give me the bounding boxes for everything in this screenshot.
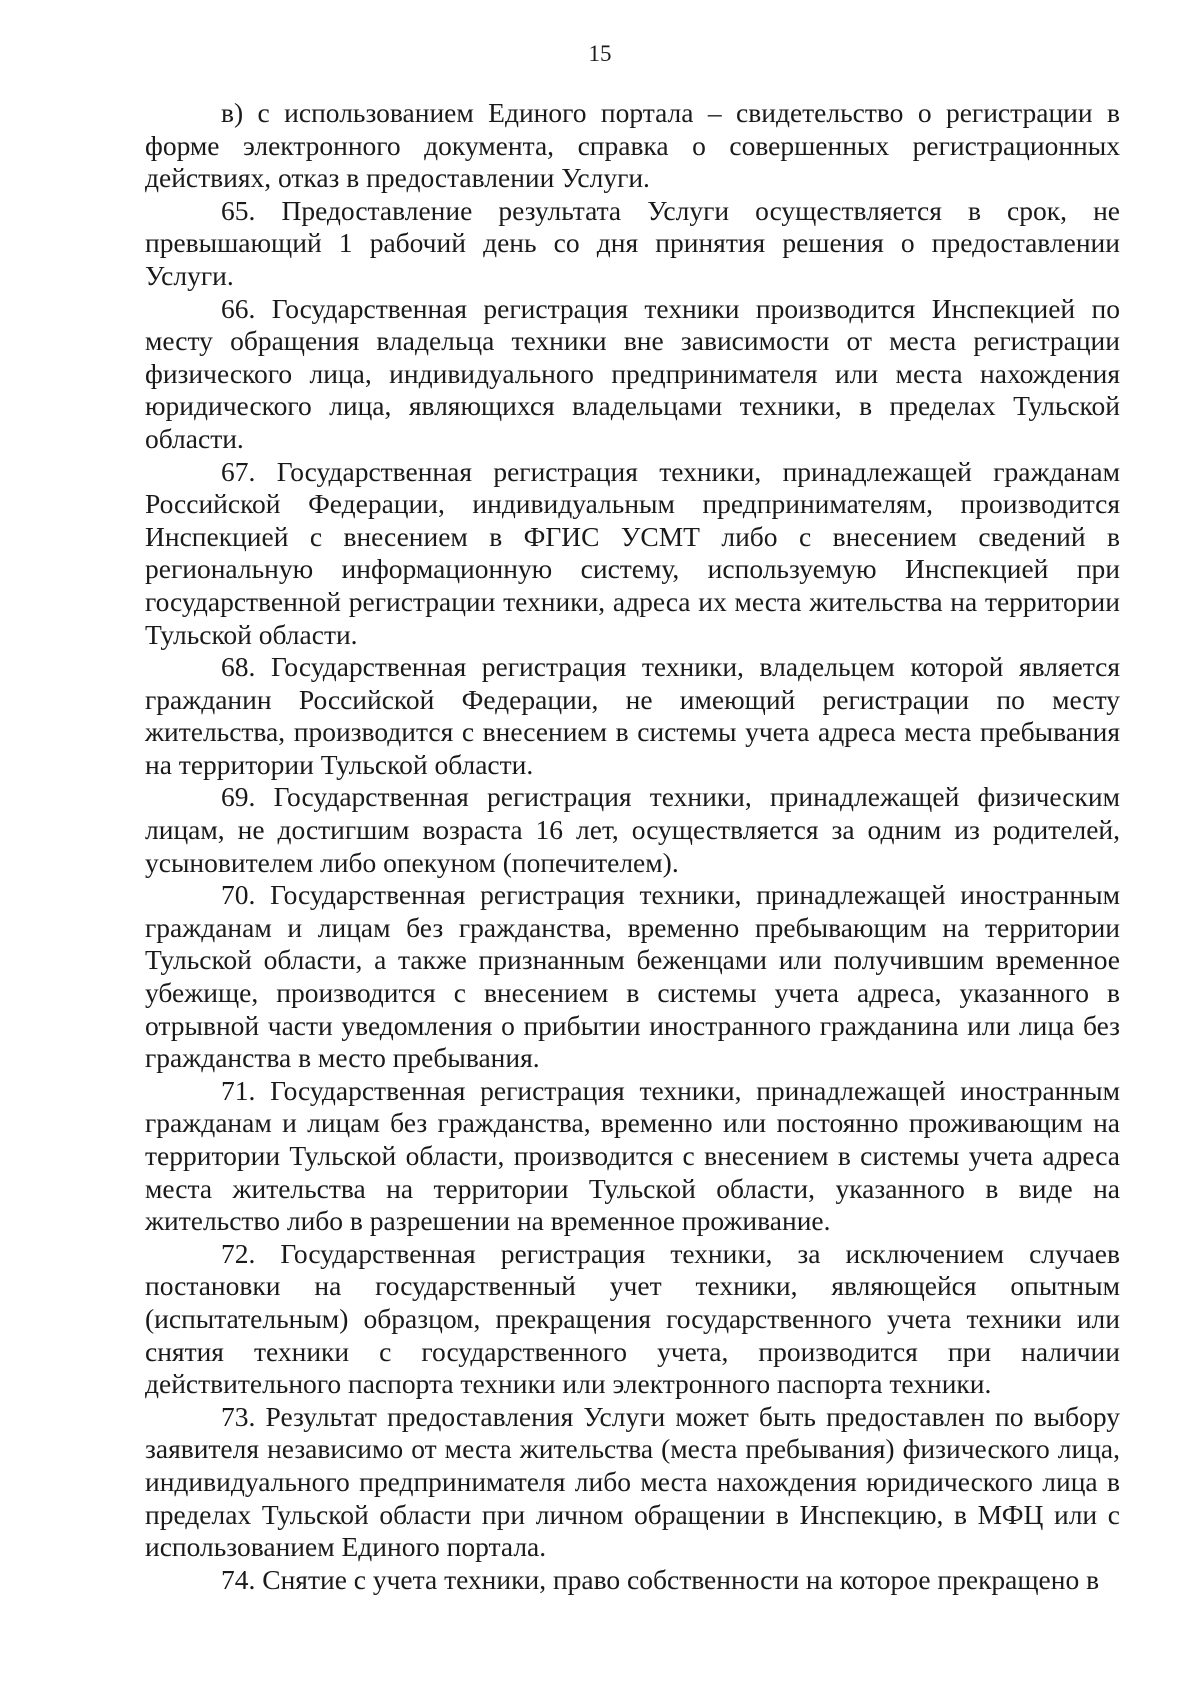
- paragraph-70: 70. Государственная регистрация техники, принадлежащей иностранным гражданам и лицам без гражданства, временно пребывающим на территории Тульской области, а также признанным беженцами или получившим временное убежище, производится с внесением в системы учета адреса, указанного в отрывной части уведомления о прибытии иностранного гражданина или лица без гражданства в место пребывания.: [145, 879, 1120, 1074]
- paragraph-73: 73. Результат предоставления Услуги может быть предоставлен по выбору заявителя независимо от места жительства (места пребывания) физического лица, индивидуального предпринимателя либо места нахождения юридического лица в пределах Тульской области при личном обращении в Инспекцию, в МФЦ или с использованием Единого портала.: [145, 1400, 1120, 1563]
- paragraph-65: 65. Предоставление результата Услуги осуществляется в срок, не превышающий 1 рабочий день со дня принятия решения о предоставлении Услуги.: [145, 194, 1120, 291]
- paragraph-66: 66. Государственная регистрация техники производится Инспекцией по месту обращения владельца техники вне зависимости от места регистрации физического лица, индивидуального предпринимателя или места нахождения юридического лица, являющихся владельцами техники, в пределах Тульской области.: [145, 292, 1120, 454]
- page-number: 15: [588, 41, 612, 66]
- paragraph-67: 67. Государственная регистрация техники, принадлежащей гражданам Российской Федерации, индивидуальным предпринимателям, производится Инспекцией с внесением в ФГИС УСМТ либо с внесением сведений в региональную информационную систему, используемую Инспекцией при государственной регистрации техники, адреса их места жительства на территории Тульской области.: [145, 455, 1120, 650]
- paragraph-72: 72. Государственная регистрация техники, за исключением случаев постановки на государственный учет техники, являющейся опытным (испытательным) образцом, прекращения государственного учета техники или снятия техники с государственного учета, производится при наличии действительного паспорта техники или электронного паспорта техники.: [145, 1237, 1120, 1400]
- paragraph-74: 74. Снятие с учета техники, право собственности на которое прекращено в: [221, 1563, 1100, 1595]
- document-body: [145, 97, 1120, 1596]
- paragraph-item-v: в) с использованием Единого портала – свидетельство о регистрации в форме электронного документа, справка о совершенных регистрационных действиях, отказ в предоставлении Услуги.: [145, 97, 1120, 194]
- paragraph-71: 71. Государственная регистрация техники, принадлежащей иностранным гражданам и лицам без гражданства, временно или постоянно проживающим на территории Тульской области, производится с внесением в системы учета адреса места жительства на территории Тульской области, указанного в виде на жительство либо в разрешении на временное проживание.: [145, 1074, 1120, 1237]
- paragraph-68: 68. Государственная регистрация техники, владельцем которой является гражданин Российской Федерации, не имеющий регистрации по месту жительства, производится с внесением в системы учета адреса места пребывания на территории Тульской области.: [145, 651, 1120, 780]
- paragraph-69: 69. Государственная регистрация техники, принадлежащей физическим лицам, не достигшим возраста 16 лет, осуществляется за одним из родителей, усыновителем либо опекуном (попечителем).: [145, 781, 1120, 878]
